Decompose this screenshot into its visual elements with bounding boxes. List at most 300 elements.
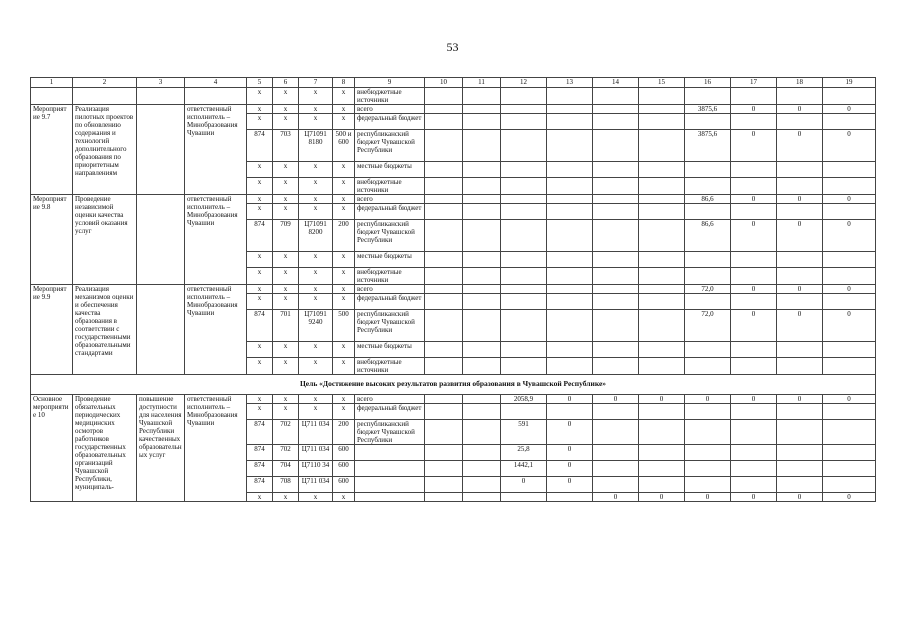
table-cell: [777, 404, 823, 420]
table-cell: x: [273, 204, 299, 220]
table-cell: [501, 178, 547, 195]
table-cell: 200: [333, 420, 355, 445]
table-cell: 0: [823, 105, 876, 114]
table-cell: [425, 420, 463, 445]
table-cell: [425, 294, 463, 310]
table-cell: [731, 294, 777, 310]
table-cell: x: [247, 285, 273, 294]
table-cell: 874: [247, 220, 273, 252]
table-cell: x: [247, 162, 273, 178]
table-cell: Ц7110 34: [299, 461, 333, 477]
table-cell: x: [273, 285, 299, 294]
table-cell: [823, 204, 876, 220]
goal-title: Цель «Достижение высоких результатов развития образования в Чувашской Республике»: [31, 375, 876, 395]
table-cell: [463, 130, 501, 162]
table-cell: [823, 420, 876, 445]
table-cell: 0: [685, 493, 731, 502]
table-cell: 0: [777, 493, 823, 502]
table-cell: [777, 88, 823, 105]
table-cell: [777, 252, 823, 268]
table-cell: [425, 493, 463, 502]
table-cell: республиканский бюджет Чувашской Республики: [355, 310, 425, 342]
table-cell: x: [299, 178, 333, 195]
table-cell: [777, 477, 823, 493]
table-cell: [593, 285, 639, 294]
table-cell: [639, 285, 685, 294]
table-cell: 0: [731, 105, 777, 114]
table-cell: [685, 294, 731, 310]
table-cell: 1442,1: [501, 461, 547, 477]
table-cell: x: [273, 395, 299, 404]
table-cell: [547, 294, 593, 310]
table-cell: [463, 162, 501, 178]
table-cell: Ц71091 8200: [299, 220, 333, 252]
table-cell: [501, 220, 547, 252]
table-cell: x: [299, 204, 333, 220]
table-cell: [823, 178, 876, 195]
table-cell: [593, 204, 639, 220]
column-header: 7: [299, 78, 333, 88]
table-cell: 0: [547, 477, 593, 493]
table-cell: местные бюджеты: [355, 252, 425, 268]
table-cell: [593, 195, 639, 204]
table-cell: x: [333, 294, 355, 310]
table-cell: 703: [273, 130, 299, 162]
table-cell: [501, 285, 547, 294]
table-row: [31, 285, 876, 294]
table-cell: x: [299, 162, 333, 178]
table-cell: 709: [273, 220, 299, 252]
table-cell: [137, 105, 185, 195]
column-header: 16: [685, 78, 731, 88]
table-cell: повышение доступности для населения Чувашской Республики качественных образовательных услуг: [137, 395, 185, 502]
table-cell: [463, 294, 501, 310]
table-cell: [639, 358, 685, 375]
table-cell: x: [333, 404, 355, 420]
table-cell: [593, 477, 639, 493]
table-cell: [501, 310, 547, 342]
table-cell: 0: [823, 285, 876, 294]
table-cell: [777, 420, 823, 445]
table-cell: [777, 461, 823, 477]
table-cell: [777, 358, 823, 375]
table-cell: x: [273, 162, 299, 178]
table-cell: x: [333, 252, 355, 268]
table-cell: [425, 204, 463, 220]
column-header: 15: [639, 78, 685, 88]
table-cell: 702: [273, 420, 299, 445]
table-cell: [777, 114, 823, 130]
table-cell: [685, 204, 731, 220]
page-number: 53: [446, 40, 459, 54]
table-cell: 0: [777, 105, 823, 114]
table-cell: федеральный бюджет: [355, 404, 425, 420]
table-cell: [639, 195, 685, 204]
table-cell: [823, 294, 876, 310]
table-cell: [639, 477, 685, 493]
table-cell: 704: [273, 461, 299, 477]
table-cell: [547, 493, 593, 502]
table-cell: x: [299, 88, 333, 105]
column-header: 12: [501, 78, 547, 88]
table-cell: внебюджетные источники: [355, 268, 425, 285]
table-cell: [501, 252, 547, 268]
table-cell: [777, 445, 823, 461]
table-cell: [639, 114, 685, 130]
table-cell: x: [273, 195, 299, 204]
table-cell: Мероприятие 9.7: [31, 105, 73, 195]
table-cell: [547, 195, 593, 204]
column-header: 3: [137, 78, 185, 88]
table-cell: [355, 445, 425, 461]
table-cell: всего: [355, 105, 425, 114]
table-cell: местные бюджеты: [355, 342, 425, 358]
table-cell: [501, 130, 547, 162]
table-cell: [593, 114, 639, 130]
column-header: 9: [355, 78, 425, 88]
table-cell: [823, 268, 876, 285]
table-cell: x: [333, 178, 355, 195]
table-cell: [639, 420, 685, 445]
table-cell: [425, 404, 463, 420]
table-cell: [547, 88, 593, 105]
table-cell: [823, 461, 876, 477]
table-cell: [463, 395, 501, 404]
table-cell: 0: [731, 195, 777, 204]
table-cell: ответственный исполнитель – Минобразования Чувашии: [185, 285, 247, 375]
table-cell: x: [273, 493, 299, 502]
table-cell: [823, 477, 876, 493]
table-cell: [823, 114, 876, 130]
table-cell: [639, 204, 685, 220]
table-cell: 72,0: [685, 285, 731, 294]
table-cell: x: [333, 114, 355, 130]
table-cell: [639, 88, 685, 105]
table-cell: [777, 178, 823, 195]
table-cell: [685, 445, 731, 461]
table-cell: [137, 285, 185, 375]
table-cell: [685, 268, 731, 285]
table-cell: Ц711 034: [299, 420, 333, 445]
table-cell: x: [299, 358, 333, 375]
table-cell: [355, 493, 425, 502]
table-cell: [639, 342, 685, 358]
table-cell: [731, 477, 777, 493]
column-header: 14: [593, 78, 639, 88]
table-cell: [463, 220, 501, 252]
table-cell: 874: [247, 445, 273, 461]
table-cell: республиканский бюджет Чувашской Республики: [355, 220, 425, 252]
table-cell: x: [247, 358, 273, 375]
table-cell: [185, 88, 247, 105]
table-cell: Реализация механизмов оценки и обеспечения качества образования в соответствии с государственными образовательными стандартами: [73, 285, 137, 375]
table-cell: [593, 310, 639, 342]
table-cell: 0: [823, 195, 876, 204]
table-cell: 874: [247, 420, 273, 445]
table-cell: 0: [731, 395, 777, 404]
table-cell: [463, 445, 501, 461]
table-cell: x: [273, 404, 299, 420]
table-cell: [463, 358, 501, 375]
table-cell: x: [333, 493, 355, 502]
table-cell: [639, 310, 685, 342]
table-cell: [463, 285, 501, 294]
table-cell: [593, 130, 639, 162]
table-cell: 0: [777, 285, 823, 294]
table-cell: x: [273, 105, 299, 114]
table-cell: [463, 252, 501, 268]
table-cell: [355, 477, 425, 493]
table-cell: 0: [593, 493, 639, 502]
table-cell: x: [333, 204, 355, 220]
table-row: [31, 395, 876, 404]
table-cell: всего: [355, 395, 425, 404]
table-cell: 86,6: [685, 220, 731, 252]
table-cell: [685, 404, 731, 420]
table-row: [31, 88, 876, 105]
table-cell: [463, 268, 501, 285]
table-cell: x: [247, 493, 273, 502]
table-cell: [685, 477, 731, 493]
table-cell: [639, 404, 685, 420]
table-cell: x: [247, 395, 273, 404]
table-cell: [547, 130, 593, 162]
budget-table: [30, 77, 876, 502]
table-cell: 0: [685, 395, 731, 404]
table-cell: 200: [333, 220, 355, 252]
table-cell: [547, 285, 593, 294]
table-cell: [501, 493, 547, 502]
table-cell: [731, 204, 777, 220]
table-cell: [31, 88, 73, 105]
table-cell: [547, 252, 593, 268]
table-cell: Основное мероприятие 10: [31, 395, 73, 502]
table-cell: [685, 252, 731, 268]
table-cell: ответственный исполнитель – Минобразования Чувашии: [185, 195, 247, 285]
table-cell: местные бюджеты: [355, 162, 425, 178]
column-header: 4: [185, 78, 247, 88]
table-cell: [463, 477, 501, 493]
table-cell: 0: [731, 220, 777, 252]
table-cell: [777, 268, 823, 285]
table-cell: [593, 178, 639, 195]
table-cell: x: [247, 294, 273, 310]
table-cell: [547, 178, 593, 195]
table-cell: Ц711 034: [299, 445, 333, 461]
table-cell: 0: [639, 493, 685, 502]
table-cell: [501, 268, 547, 285]
table-cell: внебюджетные источники: [355, 178, 425, 195]
table-cell: [501, 204, 547, 220]
table-cell: [731, 268, 777, 285]
table-cell: всего: [355, 195, 425, 204]
table-cell: [425, 445, 463, 461]
table-cell: 600: [333, 461, 355, 477]
table-cell: [777, 342, 823, 358]
table-cell: 0: [593, 395, 639, 404]
table-cell: [425, 358, 463, 375]
table-cell: [463, 420, 501, 445]
table-cell: 708: [273, 477, 299, 493]
table-cell: [685, 358, 731, 375]
table-cell: x: [299, 395, 333, 404]
table-cell: x: [273, 294, 299, 310]
table-cell: внебюджетные источники: [355, 358, 425, 375]
table-cell: [593, 220, 639, 252]
table-cell: [425, 342, 463, 358]
table-cell: [731, 445, 777, 461]
table-cell: [639, 268, 685, 285]
table-cell: 874: [247, 477, 273, 493]
table-cell: 591: [501, 420, 547, 445]
table-cell: x: [299, 195, 333, 204]
table-cell: [547, 342, 593, 358]
table-cell: 874: [247, 461, 273, 477]
table-cell: [425, 105, 463, 114]
table-cell: 0: [547, 445, 593, 461]
table-cell: [777, 204, 823, 220]
table-cell: 0: [547, 395, 593, 404]
table-cell: 0: [777, 310, 823, 342]
table-cell: [463, 114, 501, 130]
table-cell: [639, 461, 685, 477]
table-cell: [547, 310, 593, 342]
table-cell: [501, 162, 547, 178]
table-cell: федеральный бюджет: [355, 204, 425, 220]
table-cell: [593, 162, 639, 178]
table-cell: [463, 404, 501, 420]
table-cell: [547, 404, 593, 420]
table-cell: x: [247, 178, 273, 195]
table-cell: [547, 268, 593, 285]
table-cell: [593, 105, 639, 114]
table-cell: x: [299, 114, 333, 130]
table-cell: x: [273, 88, 299, 105]
table-cell: x: [299, 342, 333, 358]
table-cell: [731, 404, 777, 420]
table-cell: [639, 294, 685, 310]
table-cell: 0: [777, 220, 823, 252]
table-cell: 86,6: [685, 195, 731, 204]
column-header: 10: [425, 78, 463, 88]
table-cell: [731, 162, 777, 178]
table-cell: [425, 114, 463, 130]
table-cell: [501, 342, 547, 358]
table-cell: [731, 358, 777, 375]
table-cell: 874: [247, 130, 273, 162]
table-cell: [777, 162, 823, 178]
table-cell: x: [247, 105, 273, 114]
column-header: 1: [31, 78, 73, 88]
table-cell: [501, 358, 547, 375]
table-cell: [463, 178, 501, 195]
column-header: 6: [273, 78, 299, 88]
table-cell: [685, 88, 731, 105]
table-cell: [425, 162, 463, 178]
table-cell: 0: [777, 195, 823, 204]
table-cell: 500: [333, 310, 355, 342]
table-cell: [593, 88, 639, 105]
column-header: 13: [547, 78, 593, 88]
table-cell: x: [333, 195, 355, 204]
table-cell: [823, 88, 876, 105]
table-cell: [823, 404, 876, 420]
table-cell: [425, 252, 463, 268]
table-cell: x: [247, 114, 273, 130]
table-row: [31, 195, 876, 204]
column-header: 19: [823, 78, 876, 88]
table-cell: [547, 105, 593, 114]
table-cell: внебюджетные источники: [355, 88, 425, 105]
table-cell: [593, 404, 639, 420]
table-cell: x: [273, 268, 299, 285]
table-cell: [425, 310, 463, 342]
table-cell: [463, 310, 501, 342]
table-cell: [501, 294, 547, 310]
table-cell: 0: [823, 310, 876, 342]
table-cell: 0: [777, 395, 823, 404]
table-cell: 0: [639, 395, 685, 404]
table-cell: [425, 285, 463, 294]
table-cell: 0: [777, 130, 823, 162]
table-cell: республиканский бюджет Чувашской Республики: [355, 420, 425, 445]
table-cell: [731, 420, 777, 445]
table-cell: [463, 105, 501, 114]
table-cell: x: [299, 404, 333, 420]
table-cell: 0: [823, 395, 876, 404]
table-cell: [639, 105, 685, 114]
table-cell: 0: [823, 220, 876, 252]
table-cell: Мероприятие 9.8: [31, 195, 73, 285]
table-cell: x: [247, 342, 273, 358]
table-cell: x: [333, 358, 355, 375]
table-cell: 3875,6: [685, 130, 731, 162]
table-cell: x: [333, 285, 355, 294]
table-cell: [501, 404, 547, 420]
table-cell: [823, 252, 876, 268]
table-cell: [425, 461, 463, 477]
column-header: 8: [333, 78, 355, 88]
table-cell: [639, 130, 685, 162]
table-cell: [547, 204, 593, 220]
table-cell: x: [273, 114, 299, 130]
table-cell: [685, 178, 731, 195]
table-cell: [685, 420, 731, 445]
table-cell: [777, 294, 823, 310]
table-cell: x: [333, 342, 355, 358]
table-cell: [501, 195, 547, 204]
table-cell: [137, 88, 185, 105]
table-cell: x: [273, 252, 299, 268]
table-cell: [731, 114, 777, 130]
column-header: 5: [247, 78, 273, 88]
table-cell: Мероприятие 9.9: [31, 285, 73, 375]
table-cell: республиканский бюджет Чувашской Республики: [355, 130, 425, 162]
table-cell: [593, 268, 639, 285]
table-cell: 3875,6: [685, 105, 731, 114]
table-cell: [731, 252, 777, 268]
table-cell: 0: [731, 493, 777, 502]
table-cell: [685, 461, 731, 477]
table-cell: x: [247, 195, 273, 204]
table-cell: [639, 220, 685, 252]
table-cell: [593, 445, 639, 461]
table-cell: [593, 358, 639, 375]
table-cell: [355, 461, 425, 477]
table-cell: федеральный бюджет: [355, 294, 425, 310]
table-cell: [639, 162, 685, 178]
table-cell: [501, 88, 547, 105]
